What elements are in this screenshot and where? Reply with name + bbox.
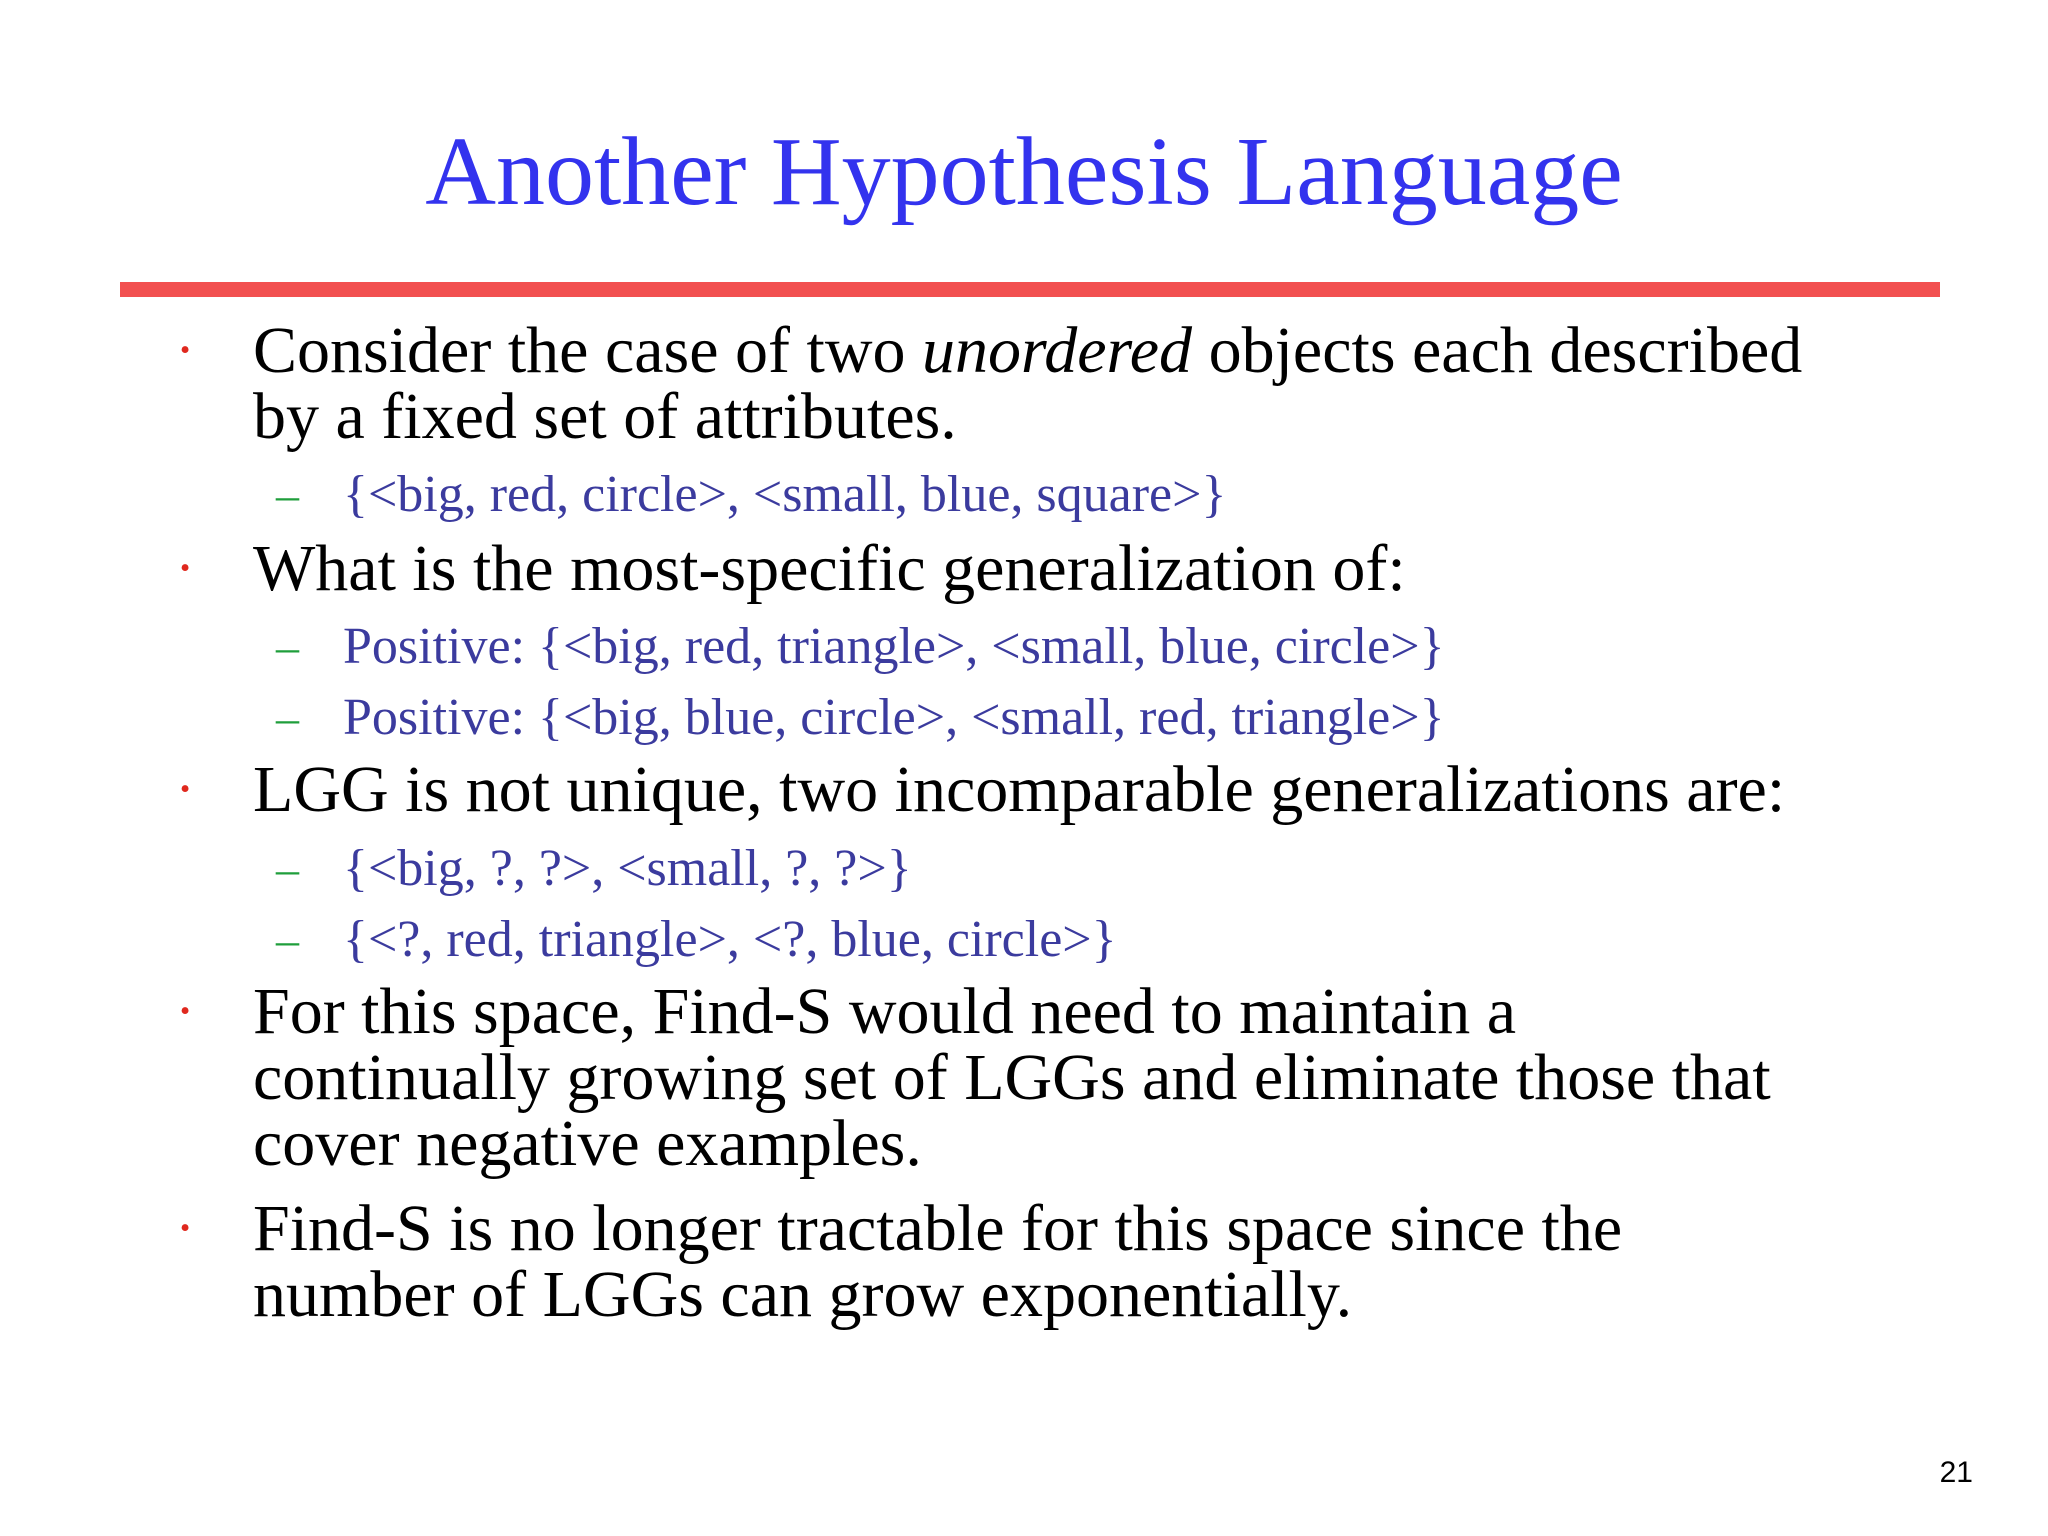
bullet-2-text: What is the most-specific generalization of: [253, 532, 1406, 605]
bullet-3-sub-2: {<?, red, triangle>, <?, blue, circle>} [343, 911, 1117, 968]
dash-icon: – [276, 914, 299, 965]
bullet-5-text [253, 1192, 1973, 1331]
bullet-5-line-2: number of LGGs can grow exponentially. [253, 1258, 1353, 1331]
dash-icon: – [276, 843, 299, 894]
bullet-1-text-emphasis: unordered [922, 314, 1193, 387]
bullet-3-text: LGG is not unique, two incomparable generalizations are: [253, 753, 1786, 826]
bullet-4-line-2: continually growing set of LGGs and eliminate those that [253, 1041, 1771, 1114]
bullet-3-sub-1: {<big, ?, ?>, <small, ?, ?>} [343, 840, 912, 897]
bullet-1-text [253, 314, 1973, 453]
bullet-icon: • [180, 1212, 191, 1244]
bullet-icon: • [180, 995, 191, 1027]
page-number: 21 [1939, 1456, 1973, 1489]
dash-icon: – [276, 621, 299, 672]
bullet-1-text-line2: by a fixed set of attributes. [253, 380, 957, 453]
bullet-4-text [253, 975, 1973, 1180]
bullet-1-sub-1: {<big, red, circle>, <small, blue, square>} [343, 466, 1227, 523]
bullet-1-text-post: objects each described [1192, 314, 1803, 387]
bullet-icon: • [180, 773, 191, 805]
slide-title: Another Hypothesis Language [425, 118, 1623, 226]
bullet-2-sub-2: Positive: {<big, blue, circle>, <small, red, triangle>} [343, 689, 1445, 746]
dash-icon: – [276, 692, 299, 743]
title-divider [120, 282, 1940, 297]
bullet-2-sub-1: Positive: {<big, red, triangle>, <small, blue, circle>} [343, 618, 1445, 675]
bullet-1-text-pre: Consider the case of two [253, 314, 922, 387]
bullet-4-line-1: For this space, Find-S would need to maintain a [253, 975, 1516, 1048]
bullet-icon: • [180, 552, 191, 584]
dash-icon: – [276, 469, 299, 520]
bullet-4-line-3: cover negative examples. [253, 1107, 922, 1180]
bullet-5-line-1: Find-S is no longer tractable for this space since the [253, 1192, 1623, 1265]
bullet-icon: • [180, 334, 191, 366]
